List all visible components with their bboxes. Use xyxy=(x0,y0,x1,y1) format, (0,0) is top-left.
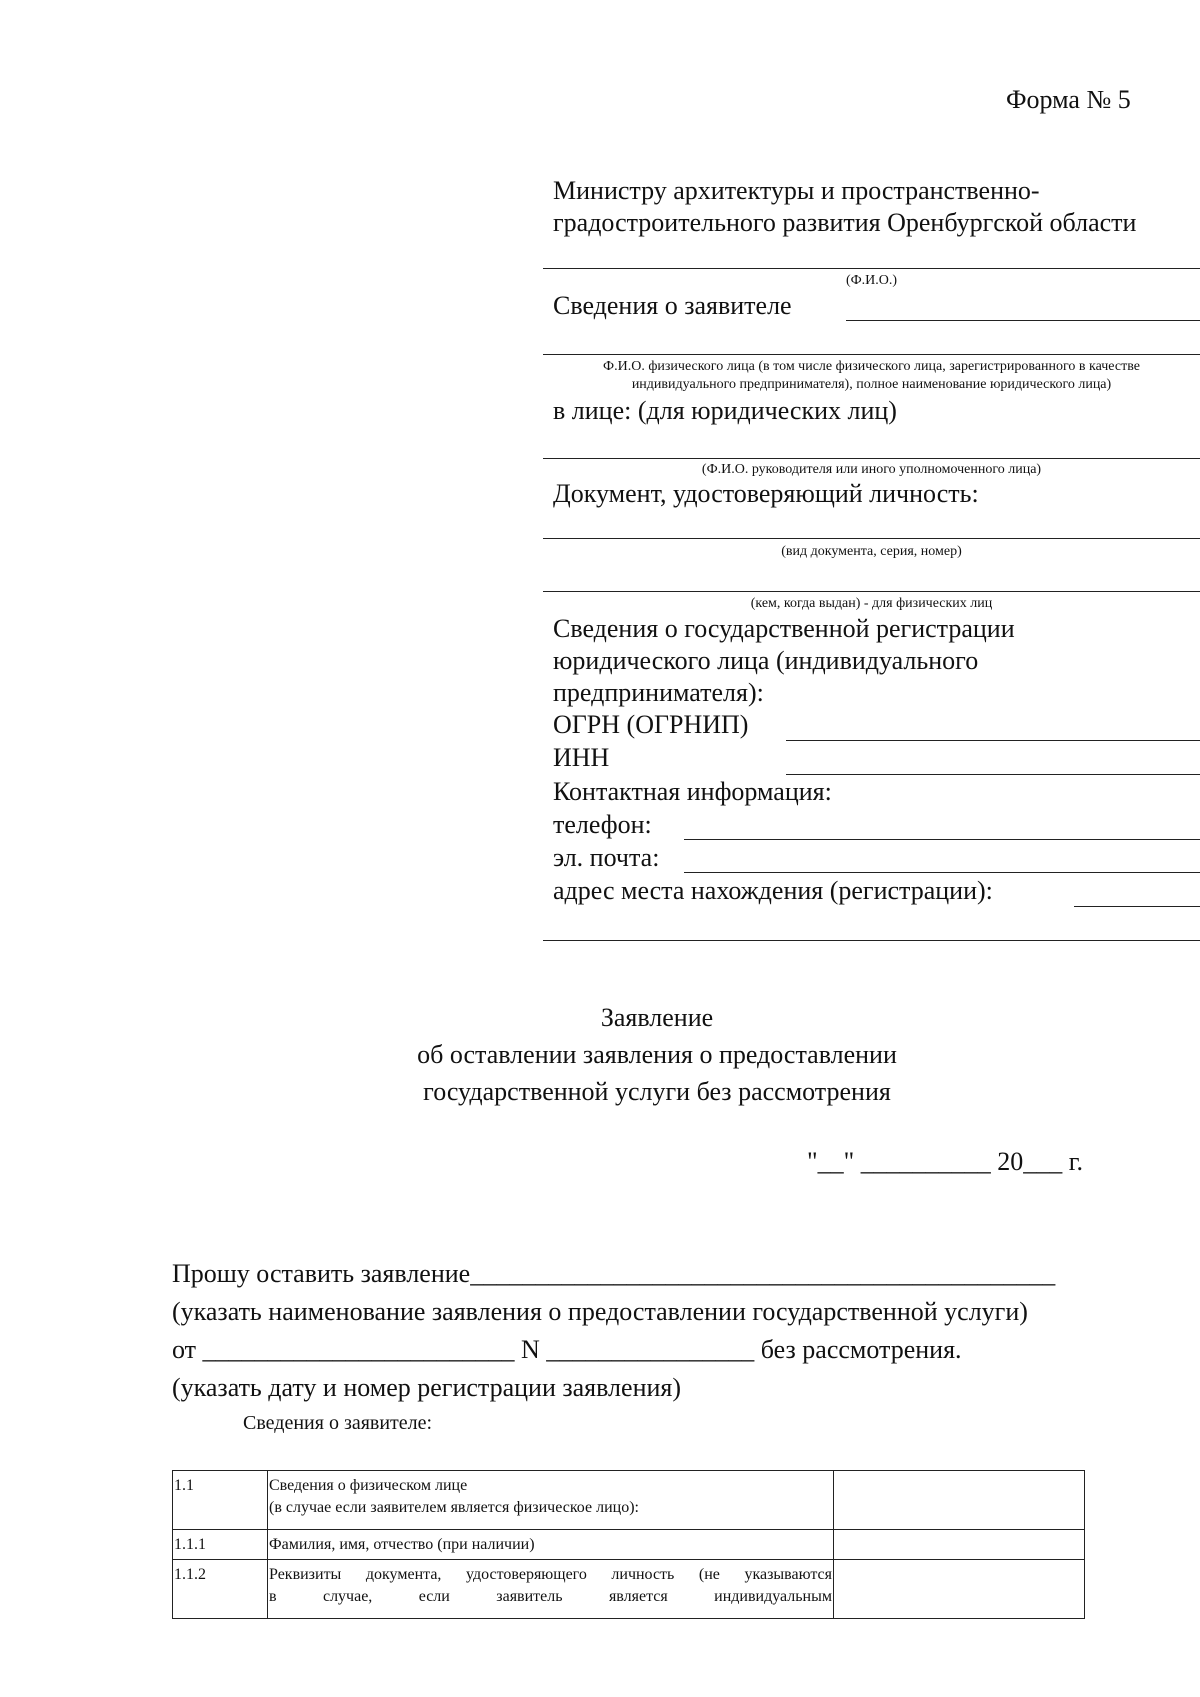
fio-caption: (Ф.И.О.) xyxy=(845,273,898,288)
email-label: эл. почта: xyxy=(553,843,660,872)
applicant-info-heading: Сведения о заявителе: xyxy=(243,1412,433,1434)
ogrn-field[interactable] xyxy=(786,740,1200,741)
row-description-line-2: (в случае если заявителем является физическое лицо): xyxy=(269,1499,639,1516)
form-number: Форма № 5 xyxy=(1006,85,1131,114)
row-description-line-1: Сведения о физическом лице xyxy=(269,1477,468,1494)
fio-line[interactable] xyxy=(543,268,1200,269)
table-row xyxy=(173,1471,1085,1530)
registration-line-1: Сведения о государственной регистрации xyxy=(553,614,1015,643)
applicant-caption-2: индивидуального предпринимателя), полное наименование юридического лица) xyxy=(631,377,1112,392)
row-value-cell[interactable] xyxy=(834,1530,1085,1560)
row-number: 1.1.1 xyxy=(173,1530,268,1560)
phone-label: телефон: xyxy=(553,810,652,839)
address-label: адрес места нахождения (регистрации): xyxy=(553,876,993,905)
row-description xyxy=(268,1560,834,1619)
represented-caption: (Ф.И.О. руководителя или иного уполномоченного лица) xyxy=(701,462,1042,477)
applicant-label: Сведения о заявителе xyxy=(553,291,792,320)
registration-line-3: предпринимателя): xyxy=(553,678,764,707)
represented-line[interactable] xyxy=(543,458,1200,459)
addressee-line-1: Министру архитектуры и пространственно- xyxy=(553,176,1040,205)
title-line-1: Заявление xyxy=(600,1003,714,1032)
contacts-label: Контактная информация: xyxy=(553,777,832,806)
date-line[interactable]: "__" __________ 20___ г. xyxy=(807,1147,1083,1176)
ogrn-label: ОГРН (ОГРНИП) xyxy=(553,710,749,739)
request-caption: (указать наименование заявления о предоставлении государственной услуги) xyxy=(172,1297,1028,1326)
id-doc-label: Документ, удостоверяющий личность: xyxy=(553,479,979,508)
row-value-cell[interactable] xyxy=(834,1471,1085,1530)
phone-field[interactable] xyxy=(684,839,1200,840)
table-row xyxy=(173,1560,1085,1619)
id-doc-caption-1: (вид документа, серия, номер) xyxy=(781,544,962,559)
addressee-line-2: градостроительного развития Оренбургской области xyxy=(553,208,1137,237)
applicant-caption-1: Ф.И.О. физического лица (в том числе физического лица, зарегистрированного в качестве xyxy=(603,359,1140,374)
represented-label: в лице: (для юридических лиц) xyxy=(553,396,897,425)
id-doc-line-2[interactable] xyxy=(543,591,1200,592)
row-value-cell[interactable] xyxy=(834,1560,1085,1619)
table-row xyxy=(173,1530,1085,1560)
email-field[interactable] xyxy=(684,872,1200,873)
id-doc-caption-2: (кем, когда выдан) - для физических лиц xyxy=(750,596,993,611)
applicant-line[interactable] xyxy=(543,354,1200,355)
registration-line-2: юридического лица (индивидуального xyxy=(553,646,979,675)
id-doc-line-1[interactable] xyxy=(543,538,1200,539)
row-description-line-1: Фамилия, имя, отчество (при наличии) xyxy=(269,1536,535,1553)
request-date-number-line: от ________________________ N ________________ без рассмотрения. xyxy=(172,1335,962,1364)
request-date-caption: (указать дату и номер регистрации заявления) xyxy=(172,1373,682,1402)
applicant-short-line[interactable] xyxy=(846,320,1200,321)
row-description-line-2: в случае, если заявитель является индивидуальным xyxy=(269,1588,832,1605)
row-description xyxy=(268,1530,834,1560)
request-line: Прошу оставить заявление_____________________________________________ xyxy=(172,1259,1056,1288)
row-number: 1.1.2 xyxy=(173,1560,268,1619)
row-description xyxy=(268,1471,834,1530)
title-line-3: государственной услуги без рассмотрения xyxy=(423,1077,891,1106)
address-field[interactable] xyxy=(543,940,1200,941)
inn-label: ИНН xyxy=(553,743,610,772)
row-description-line-1: Реквизиты документа, удостоверяющего личность (не указываются xyxy=(269,1566,832,1583)
title-line-2: об оставлении заявления о предоставлении xyxy=(417,1040,897,1069)
inn-field[interactable] xyxy=(786,774,1200,775)
row-number: 1.1 xyxy=(173,1471,268,1530)
address-field-short[interactable] xyxy=(1074,906,1200,907)
applicant-info-table xyxy=(172,1470,1085,1619)
